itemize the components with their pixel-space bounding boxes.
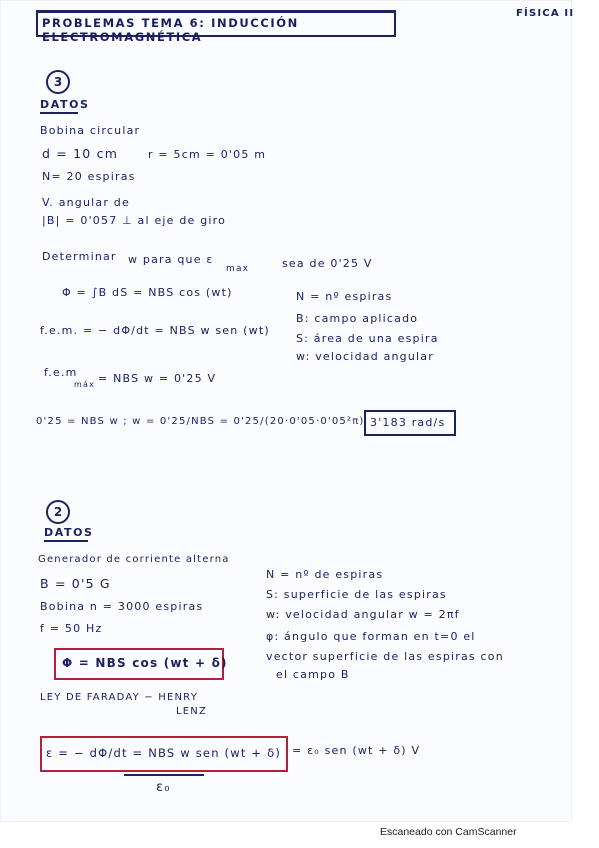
legend-line: w: velocidad angular w = 2πf <box>266 608 460 621</box>
legend-line: B: campo aplicado <box>296 312 419 325</box>
data-line: d = 10 cm <box>42 146 119 161</box>
data-line: N= 20 espiras <box>42 170 136 183</box>
task-text: sea de 0'25 V <box>282 257 373 270</box>
data-line: |B| = 0'057 ⊥ al eje de giro <box>42 214 227 227</box>
final-equation: ε = − dΦ/dt = NBS w sen (wt + δ) <box>46 746 282 760</box>
boxed-equation <box>54 648 228 680</box>
task-subscript: max <box>226 264 250 274</box>
legend-line: N = nº de espiras <box>266 568 384 581</box>
data-line: r = 5cm = 0'05 m <box>148 148 267 161</box>
equation: 0'25 = NBS w ; w = 0'25/NBS = 0'25/(20·0'05·0'05²π) <box>36 416 365 427</box>
page-title: PROBLEMAS TEMA 6: INDUCCIÓN ELECTROMAGNÉTICA <box>42 16 299 44</box>
legend-line: N = nº espiras <box>296 290 393 303</box>
legend-line: w: velocidad angular <box>296 350 434 363</box>
result-value: 3'183 rad/s <box>370 416 446 429</box>
final-equation-tail: = ε₀ sen (wt + δ) V <box>292 744 421 757</box>
legend-line: el campo B <box>276 668 350 681</box>
law-label: LEY DE FARADAY − HENRY <box>40 692 199 703</box>
scanner-watermark: Escaneado con CamScanner <box>380 826 517 838</box>
result-box <box>364 410 456 436</box>
data-line: f = 50 Hz <box>40 622 103 635</box>
title-box <box>36 10 396 44</box>
final-equation-box <box>40 736 288 772</box>
equation: Φ = ∫B dS = NBS cos (wt) <box>62 286 233 299</box>
problem-number: 3 <box>46 70 70 94</box>
underbrace <box>124 774 204 776</box>
equation-subscript: máx <box>74 380 96 389</box>
datos-heading: DATOS <box>40 98 90 111</box>
equation: f.e.m. = − dΦ/dt = NBS w sen (wt) <box>40 324 270 337</box>
law-label: LENZ <box>176 706 208 717</box>
data-line: Bobina circular <box>40 124 141 137</box>
data-line: Generador de corriente alterna <box>38 554 230 565</box>
equation: f.e.m <box>44 366 78 379</box>
boxed-equation-text: Φ = NBS cos (wt + δ) <box>62 656 228 670</box>
datos-heading: DATOS <box>44 526 94 539</box>
task-text: w para que ε <box>128 253 214 266</box>
legend-line: φ: ángulo que forman en t=0 el <box>266 630 476 643</box>
heading-underline <box>40 112 78 114</box>
data-line: Bobina n = 3000 espiras <box>40 600 204 613</box>
legend-line: S: superficie de las espiras <box>266 588 447 601</box>
legend-line: vector superficie de las espiras con <box>266 650 504 663</box>
data-line: V. angular de <box>42 196 130 209</box>
equation: = NBS w = 0'25 V <box>98 372 217 385</box>
heading-underline <box>44 540 88 542</box>
legend-line: S: área de una espira <box>296 332 439 345</box>
task-text: Determinar <box>42 250 117 263</box>
subject-label: FÍSICA II <box>516 8 575 19</box>
epsilon-zero: ε₀ <box>156 780 171 795</box>
problem-number: 2 <box>46 500 70 524</box>
data-line: B = 0'5 G <box>40 576 111 591</box>
